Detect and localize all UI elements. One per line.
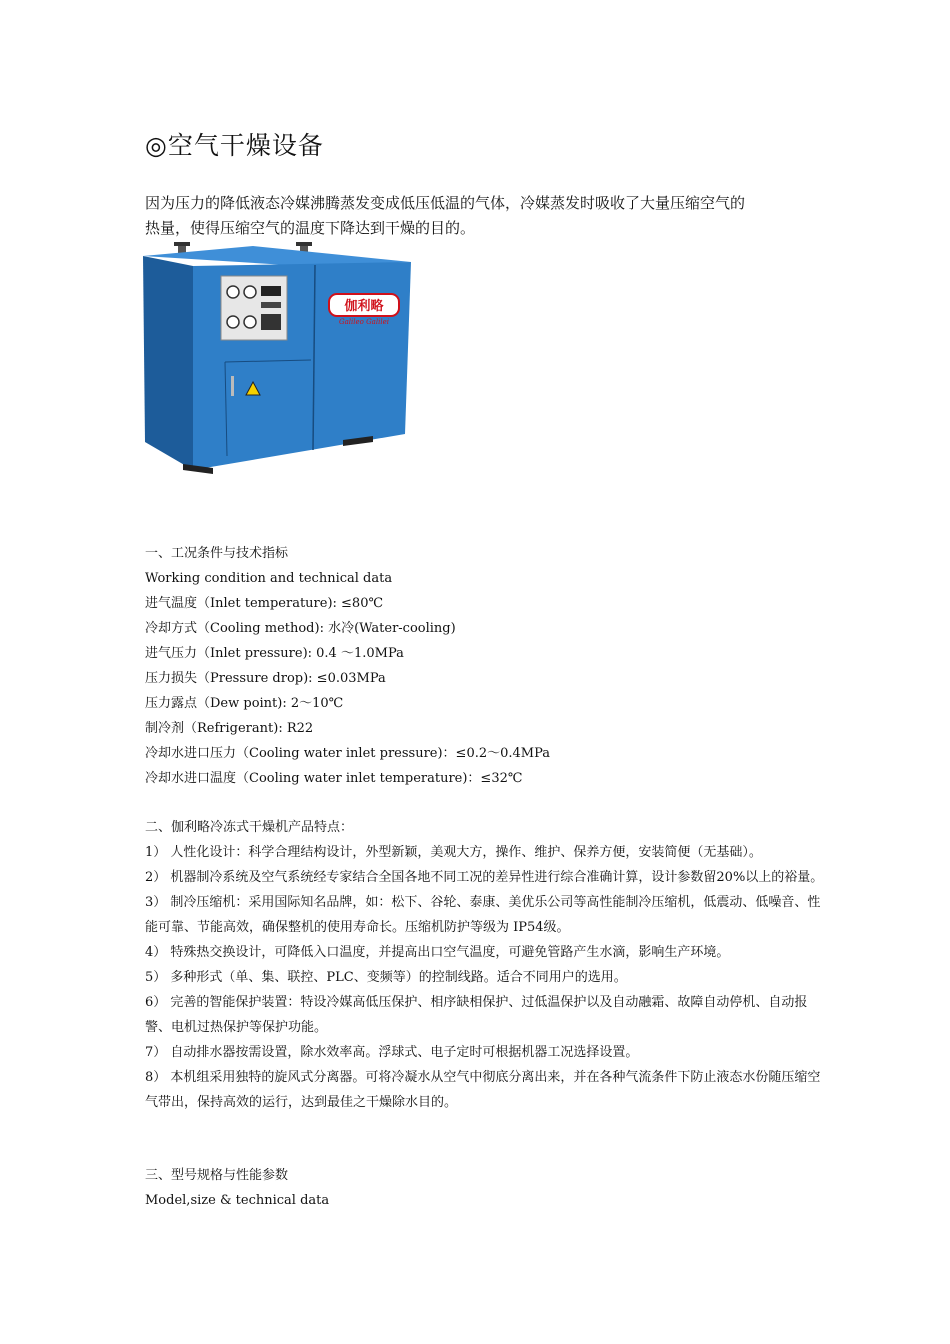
pressure-gauge-icon xyxy=(244,316,256,328)
feature-item: 6） 完善的智能保护装置：特设冷媒高低压保护、相序缺相保护、过低温保护以及自动融霜、故障自动停机、自动报警、电机过热保护等保护功能。 xyxy=(145,995,808,1035)
spec-row: 进气压力（Inlet pressure): 0.4 ～1.0MPa xyxy=(145,646,404,661)
feature-item: 1） 人性化设计：科学合理结构设计，外型新颖，美观大方，操作、维护、保养方便，安装简便（无基础）。 xyxy=(145,845,762,860)
spec-row: 冷却水进口压力（Cooling water inlet pressure)：≤0.2～0.4MPa xyxy=(145,746,551,761)
feature-item: 2） 机器制冷系统及空气系统经专家结合全国各地不同工况的差异性进行综合准确计算，设计参数留20%以上的裕量。 xyxy=(145,870,824,885)
page-title: ◎空气干燥设备 xyxy=(145,131,324,160)
section-heading: 二、伽利略冷冻式干燥机产品特点： xyxy=(145,820,354,835)
intro-line: 热量，使得压缩空气的温度下降达到干燥的目的。 xyxy=(145,219,476,237)
section-heading: 一、工况条件与技术指标 xyxy=(145,546,289,561)
feature-item: 8） 本机组采用独特的旋风式分离器。可将冷凝水从空气中彻底分离出来，并在各种气流条件下防止液态水份随压缩空气带出，保持高效的运行，达到最佳之干燥除水目的。 xyxy=(145,1070,821,1110)
spec-row: 压力露点（Dew point): 2～10℃ xyxy=(145,696,344,711)
spec-row: 冷却方式（Cooling method): 水冷(Water-cooling) xyxy=(145,621,456,636)
model-specs-section xyxy=(145,1163,825,1213)
brand-logo-subtext: Galileo Galilei xyxy=(339,318,389,326)
cabinet-side xyxy=(143,256,193,470)
spec-row: 进气温度（Inlet temperature): ≤80℃ xyxy=(145,596,384,611)
section-heading: 三、型号规格与性能参数 xyxy=(145,1168,289,1183)
spec-row: 冷却水进口温度（Cooling water inlet temperature)：≤32℃ xyxy=(145,771,523,786)
pressure-gauge-icon xyxy=(244,286,256,298)
spec-row: 制冷剂（Refrigerant): R22 xyxy=(145,721,314,736)
product-features-section xyxy=(145,815,825,1115)
brand-logo-text: 伽利略 xyxy=(344,299,384,314)
pressure-gauge-icon xyxy=(227,316,239,328)
technical-conditions-section xyxy=(145,541,825,791)
section-subheading: Model,size & technical data xyxy=(145,1193,330,1208)
intro-line: 因为压力的降低液态冷媒沸腾蒸发变成低压低温的气体，冷媒蒸发时吸收了大量压缩空气的 xyxy=(145,194,746,212)
pressure-gauge-icon xyxy=(227,286,239,298)
spec-row: 压力损失（Pressure drop): ≤0.03MPa xyxy=(145,671,386,686)
door-handle xyxy=(231,376,234,396)
section-subheading: Working condition and technical data xyxy=(145,571,393,586)
feature-item: 7） 自动排水器按需设置，除水效率高。浮球式、电子定时可根据机器工况选择设置。 xyxy=(145,1045,639,1060)
feature-item: 3） 制冷压缩机：采用国际知名品牌，如：松下、谷轮、泰康、美优乐公司等高性能制冷压缩机，低震动、低噪音、性能可靠、节能高效，确保整机的使用寿命长。压缩机防护等级为 IP54级。 xyxy=(145,895,821,935)
air-dryer-product-image xyxy=(143,242,413,477)
intro-paragraph xyxy=(145,191,815,241)
feature-item: 4） 特殊热交换设计，可降低入口温度，并提高出口空气温度，可避免管路产生水滴，影响生产环境。 xyxy=(145,945,730,960)
feature-item: 5） 多种形式（单、集、联控、PLC、变频等）的控制线路。适合不同用户的选用。 xyxy=(145,970,627,985)
